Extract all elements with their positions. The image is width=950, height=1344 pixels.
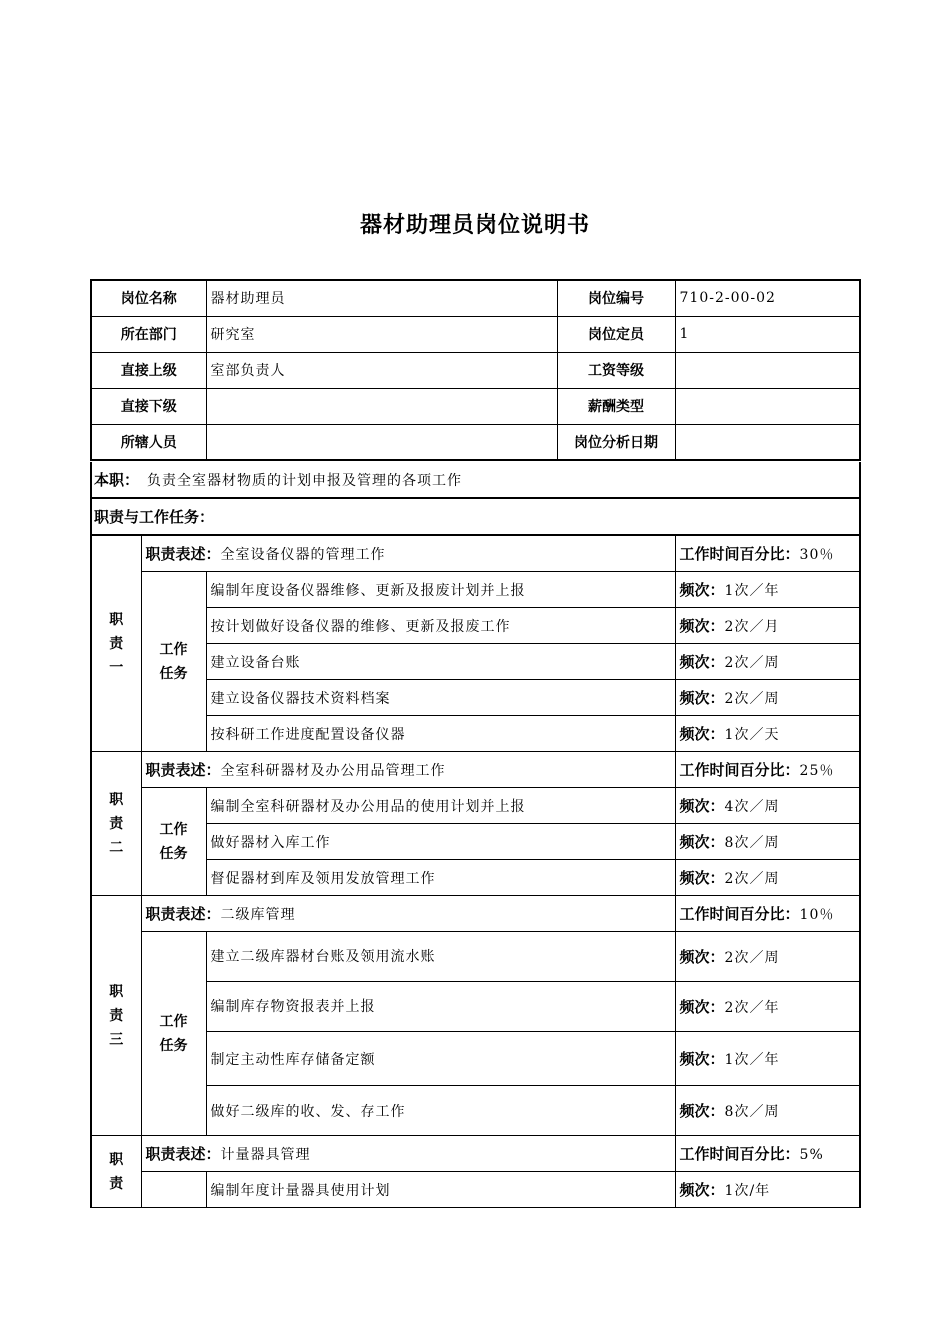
info-row: [91, 388, 860, 424]
value-salary-grade: [675, 352, 860, 388]
task-text: 编制全室科研器材及办公用品的使用计划并上报: [206, 788, 675, 824]
label-department: 所在部门: [91, 316, 206, 352]
task-frequency: 频次：2次／年: [675, 982, 860, 1032]
value-direct-superior: 室部负责人: [206, 352, 557, 388]
main-duty-label: 本职：: [94, 471, 140, 489]
label-staff-under: 所辖人员: [91, 424, 206, 460]
duty-1-description: 职责表述：全室设备仪器的管理工作: [141, 536, 675, 572]
duty-2-header-row: [91, 752, 860, 788]
duty-2-description: 职责表述：全室科研器材及办公用品管理工作: [141, 752, 675, 788]
duty-1-name: 职 责 一: [91, 536, 141, 752]
task-frequency: 频次：2次／周: [675, 680, 860, 716]
task-row: [91, 932, 860, 982]
label-direct-superior: 直接上级: [91, 352, 206, 388]
label-salary-grade: 工资等级: [557, 352, 675, 388]
info-row: [91, 352, 860, 388]
label-direct-subordinate: 直接下级: [91, 388, 206, 424]
duty-1-percent: 工作时间百分比：30％: [675, 536, 860, 572]
duties-table: [90, 535, 861, 1208]
value-staff-under: [206, 424, 557, 460]
task-row: [91, 680, 860, 716]
task-text: 做好二级库的收、发、存工作: [206, 1086, 675, 1136]
task-text: 编制年度计量器具使用计划: [206, 1172, 675, 1208]
duty-4-percent: 工作时间百分比：5%: [675, 1136, 860, 1172]
task-text: 督促器材到库及领用发放管理工作: [206, 860, 675, 896]
duty-4-name: 职 责: [91, 1136, 141, 1208]
duty-3-task-label: 工作 任务: [141, 932, 206, 1136]
task-frequency: 频次：2次／周: [675, 932, 860, 982]
duty-2-task-label: 工作 任务: [141, 788, 206, 896]
page-title: 器材助理员岗位说明书: [359, 213, 590, 238]
task-frequency: 频次：8次／周: [675, 824, 860, 860]
task-frequency: 频次：1次/年: [675, 1172, 860, 1208]
duty-2-name: 职 责 二: [91, 752, 141, 896]
task-row: [91, 788, 860, 824]
task-row: [91, 860, 860, 896]
main-duty-text: 负责全室器材物质的计划申报及管理的各项工作: [147, 472, 463, 489]
duty-3-percent: 工作时间百分比：10％: [675, 896, 860, 932]
task-frequency: 频次：2次／月: [675, 608, 860, 644]
label-position-name: 岗位名称: [91, 280, 206, 316]
task-text: 按计划做好设备仪器的维修、更新及报废工作: [206, 608, 675, 644]
duty-4-description: 职责表述：计量器具管理: [141, 1136, 675, 1172]
main-duty-row: [90, 462, 861, 499]
duty-3-header-row: [91, 896, 860, 932]
task-row: [91, 608, 860, 644]
task-frequency: 频次：1次／年: [675, 1032, 860, 1086]
task-frequency: 频次：1次／天: [675, 716, 860, 752]
duties-header-row: [90, 499, 861, 536]
value-direct-subordinate: [206, 388, 557, 424]
duty-1-header-row: [91, 536, 860, 572]
task-text: 编制年度设备仪器维修、更新及报废计划并上报: [206, 572, 675, 608]
duty-2-percent: 工作时间百分比：25％: [675, 752, 860, 788]
task-text: 建立设备台账: [206, 644, 675, 680]
duty-3-description: 职责表述：二级库管理: [141, 896, 675, 932]
task-frequency: 频次：4次／周: [675, 788, 860, 824]
task-row: [91, 824, 860, 860]
task-row: [91, 572, 860, 608]
task-row: [91, 716, 860, 752]
duties-header: 职责与工作任务：: [94, 508, 215, 526]
task-row: [91, 1086, 860, 1136]
value-pay-type: [675, 388, 860, 424]
label-analysis-date: 岗位分析日期: [557, 424, 675, 460]
value-position-name: 器材助理员: [206, 280, 557, 316]
task-text: 编制库存物资报表并上报: [206, 982, 675, 1032]
value-analysis-date: [675, 424, 860, 460]
task-text: 做好器材入库工作: [206, 824, 675, 860]
task-frequency: 频次：8次／周: [675, 1086, 860, 1136]
task-row: [91, 1032, 860, 1086]
task-row: [91, 1172, 860, 1208]
task-row: [91, 982, 860, 1032]
position-info-table: [90, 279, 861, 461]
task-text: 建立二级库器材台账及领用流水账: [206, 932, 675, 982]
task-text: 建立设备仪器技术资料档案: [206, 680, 675, 716]
label-headcount: 岗位定员: [557, 316, 675, 352]
label-position-code: 岗位编号: [557, 280, 675, 316]
value-headcount: 1: [675, 316, 860, 352]
task-text: 制定主动性库存储备定额: [206, 1032, 675, 1086]
duty-1-task-label: 工作 任务: [141, 572, 206, 752]
task-text: 按科研工作进度配置设备仪器: [206, 716, 675, 752]
duty-3-name: 职 责 三: [91, 896, 141, 1136]
label-pay-type: 薪酬类型: [557, 388, 675, 424]
value-position-code: 710-2-00-02: [675, 280, 860, 316]
duty-4-header-row: [91, 1136, 860, 1172]
value-department: 研究室: [206, 316, 557, 352]
task-frequency: 频次：2次／周: [675, 860, 860, 896]
info-row: [91, 316, 860, 352]
task-row: [91, 644, 860, 680]
info-row: [91, 280, 860, 316]
task-frequency: 频次：2次／周: [675, 644, 860, 680]
info-row: [91, 424, 860, 460]
duty-4-task-label: [141, 1172, 206, 1208]
task-frequency: 频次：1次／年: [675, 572, 860, 608]
